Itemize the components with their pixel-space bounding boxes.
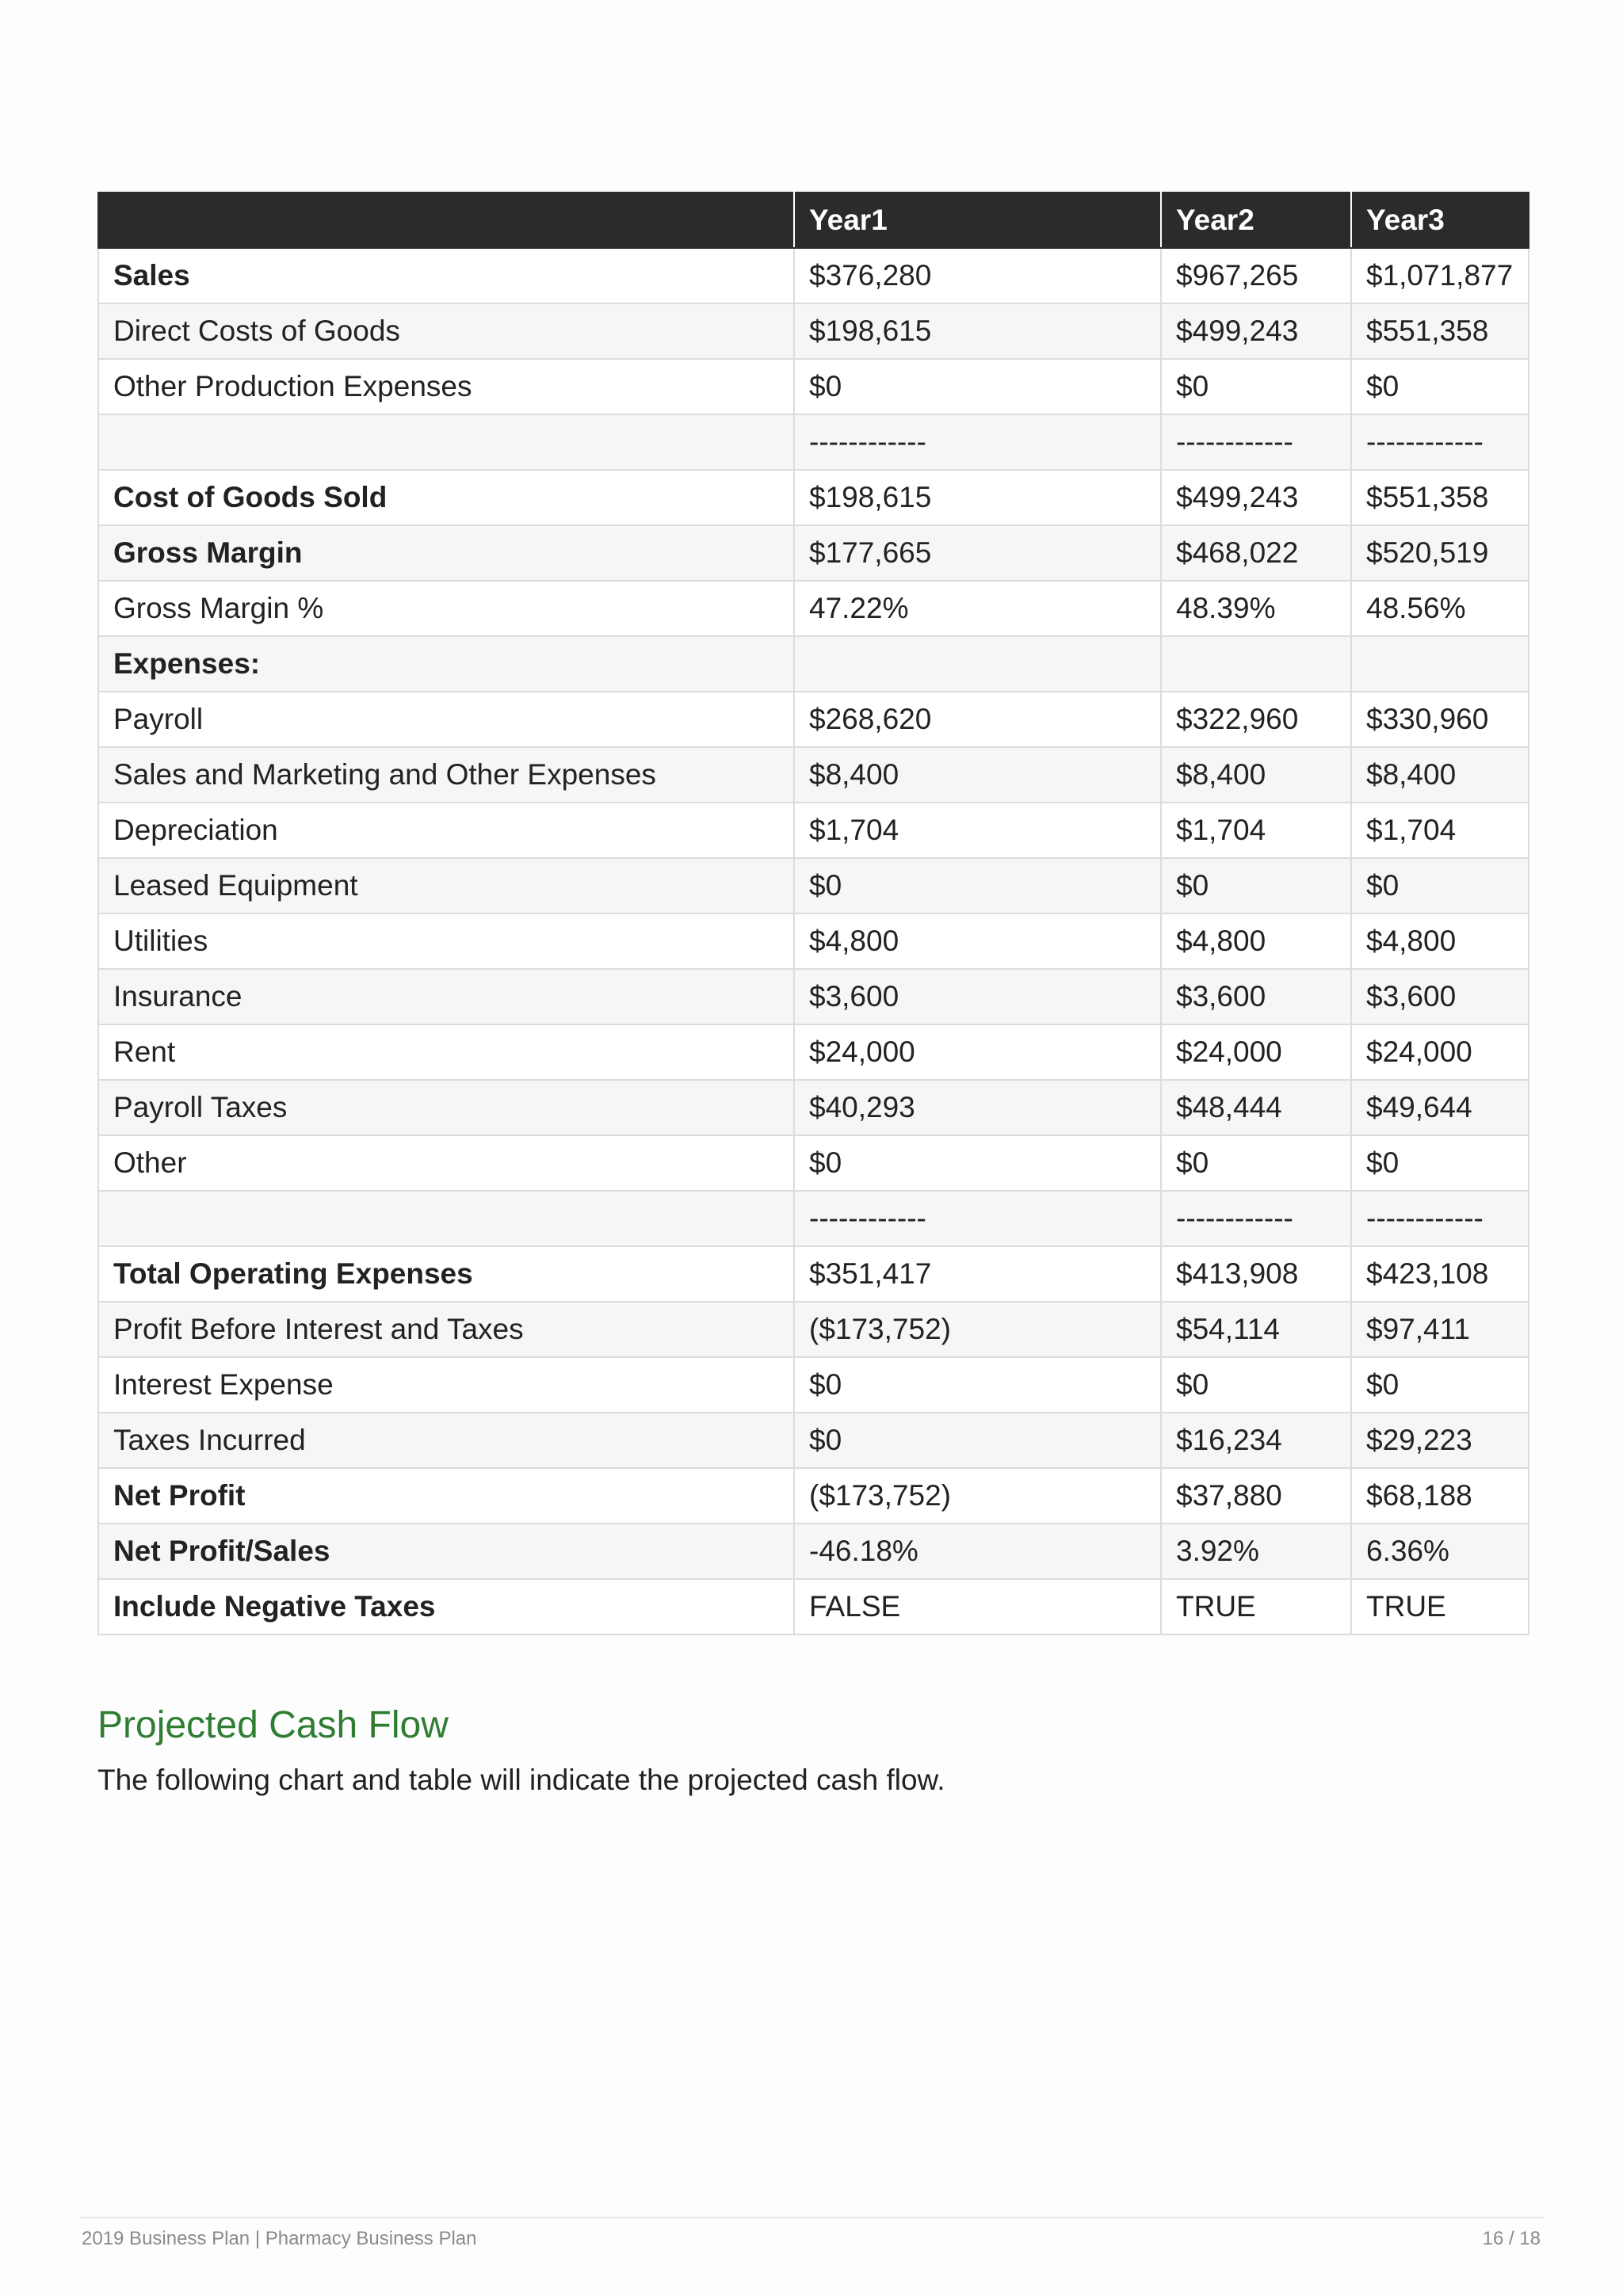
table-row [98, 1135, 1529, 1191]
footer-page-number: 16 / 18 [1482, 2228, 1541, 2249]
row-label-cell [98, 414, 794, 470]
value-cell-year2: $24,000 [1161, 1024, 1351, 1080]
value-cell-year3: $4,800 [1351, 913, 1529, 969]
table-row [98, 581, 1529, 636]
value-cell-year2 [1161, 636, 1351, 692]
value-cell-year3: $97,411 [1351, 1302, 1529, 1357]
value-cell-year2: $48,444 [1161, 1080, 1351, 1135]
row-label-cell: Sales and Marketing and Other Expenses [98, 747, 794, 803]
footer-document-title: 2019 Business Plan | Pharmacy Business Plan [82, 2228, 477, 2249]
value-cell-year2: $967,265 [1161, 248, 1351, 303]
value-cell-year3: 6.36% [1351, 1524, 1529, 1579]
table-row [98, 692, 1529, 747]
table-row [98, 803, 1529, 858]
value-cell-year1: $0 [794, 1413, 1161, 1468]
value-cell-year1: ($173,752) [794, 1468, 1161, 1524]
row-label-cell: Payroll [98, 692, 794, 747]
value-cell-year3: $68,188 [1351, 1468, 1529, 1524]
value-cell-year2: TRUE [1161, 1579, 1351, 1634]
value-cell-year2: $468,022 [1161, 525, 1351, 581]
value-cell-year3: $29,223 [1351, 1413, 1529, 1468]
value-cell-year3: $1,071,877 [1351, 248, 1529, 303]
footer-divider [79, 2217, 1544, 2218]
row-label-cell: Rent [98, 1024, 794, 1080]
value-cell-year3: ------------ [1351, 1191, 1529, 1246]
table-row [98, 359, 1529, 414]
table-row [98, 525, 1529, 581]
table-row [98, 1024, 1529, 1080]
value-cell-year1: ------------ [794, 1191, 1161, 1246]
value-cell-year2: 48.39% [1161, 581, 1351, 636]
value-cell-year2: $37,880 [1161, 1468, 1351, 1524]
value-cell-year1: $24,000 [794, 1024, 1161, 1080]
value-cell-year3: TRUE [1351, 1579, 1529, 1634]
value-cell-year3: $49,644 [1351, 1080, 1529, 1135]
row-label-cell: Cost of Goods Sold [98, 470, 794, 525]
value-cell-year1: ------------ [794, 414, 1161, 470]
value-cell-year3: $551,358 [1351, 470, 1529, 525]
row-label-cell: Other Production Expenses [98, 359, 794, 414]
value-cell-year2: 3.92% [1161, 1524, 1351, 1579]
table-row [98, 248, 1529, 303]
value-cell-year1: $351,417 [794, 1246, 1161, 1302]
table-row [98, 1357, 1529, 1413]
value-cell-year2: $499,243 [1161, 303, 1351, 359]
table-row [98, 1302, 1529, 1357]
value-cell-year3: $520,519 [1351, 525, 1529, 581]
row-label-cell: Gross Margin % [98, 581, 794, 636]
value-cell-year1: $4,800 [794, 913, 1161, 969]
value-cell-year1: $198,615 [794, 303, 1161, 359]
value-cell-year3 [1351, 636, 1529, 692]
table-row [98, 303, 1529, 359]
value-cell-year2: $16,234 [1161, 1413, 1351, 1468]
value-cell-year2: $3,600 [1161, 969, 1351, 1024]
value-cell-year3: ------------ [1351, 414, 1529, 470]
value-cell-year2: $0 [1161, 1357, 1351, 1413]
value-cell-year1: $40,293 [794, 1080, 1161, 1135]
table-row [98, 969, 1529, 1024]
row-label-cell: Leased Equipment [98, 858, 794, 913]
row-label-cell: Net Profit/Sales [98, 1524, 794, 1579]
value-cell-year1: $8,400 [794, 747, 1161, 803]
row-label-cell: Other [98, 1135, 794, 1191]
row-label-cell: Net Profit [98, 1468, 794, 1524]
section-intro-text: The following chart and table will indicate the projected cash flow. [97, 1764, 945, 1796]
row-label-cell: Gross Margin [98, 525, 794, 581]
value-cell-year1: ($173,752) [794, 1302, 1161, 1357]
value-cell-year2: $4,800 [1161, 913, 1351, 969]
profit-loss-table [97, 192, 1529, 1635]
value-cell-year1: $3,600 [794, 969, 1161, 1024]
row-label-cell: Interest Expense [98, 1357, 794, 1413]
value-cell-year2: $499,243 [1161, 470, 1351, 525]
value-cell-year3: 48.56% [1351, 581, 1529, 636]
value-cell-year3: $24,000 [1351, 1024, 1529, 1080]
value-cell-year1: $177,665 [794, 525, 1161, 581]
value-cell-year3: $8,400 [1351, 747, 1529, 803]
row-label-cell: Profit Before Interest and Taxes [98, 1302, 794, 1357]
value-cell-year1 [794, 636, 1161, 692]
table-row [98, 470, 1529, 525]
header-cell-label [98, 193, 794, 248]
value-cell-year3: $0 [1351, 1135, 1529, 1191]
table-header-row [98, 193, 1529, 248]
table-row [98, 747, 1529, 803]
table-header [98, 193, 1529, 248]
value-cell-year2: $413,908 [1161, 1246, 1351, 1302]
value-cell-year2: $0 [1161, 1135, 1351, 1191]
value-cell-year1: FALSE [794, 1579, 1161, 1634]
row-label-cell: Sales [98, 248, 794, 303]
value-cell-year1: $0 [794, 1135, 1161, 1191]
value-cell-year1: $0 [794, 858, 1161, 913]
row-label-cell: Total Operating Expenses [98, 1246, 794, 1302]
row-label-cell: Payroll Taxes [98, 1080, 794, 1135]
row-label-cell: Depreciation [98, 803, 794, 858]
row-label-cell: Direct Costs of Goods [98, 303, 794, 359]
value-cell-year2: ------------ [1161, 414, 1351, 470]
value-cell-year1: -46.18% [794, 1524, 1161, 1579]
value-cell-year1: $376,280 [794, 248, 1161, 303]
value-cell-year2: $8,400 [1161, 747, 1351, 803]
value-cell-year3: $0 [1351, 1357, 1529, 1413]
table-row [98, 636, 1529, 692]
table-row [98, 858, 1529, 913]
table-row [98, 414, 1529, 470]
table-row [98, 1468, 1529, 1524]
value-cell-year1: $0 [794, 359, 1161, 414]
value-cell-year2: $54,114 [1161, 1302, 1351, 1357]
header-cell-year2: Year2 [1161, 193, 1351, 248]
value-cell-year3: $423,108 [1351, 1246, 1529, 1302]
value-cell-year3: $0 [1351, 858, 1529, 913]
section-heading: Projected Cash Flow [97, 1704, 449, 1746]
header-cell-year1: Year1 [794, 193, 1161, 248]
value-cell-year2: $0 [1161, 858, 1351, 913]
row-label-cell: Utilities [98, 913, 794, 969]
table-row [98, 1524, 1529, 1579]
table-row [98, 1413, 1529, 1468]
row-label-cell [98, 1191, 794, 1246]
value-cell-year1: 47.22% [794, 581, 1161, 636]
value-cell-year3: $330,960 [1351, 692, 1529, 747]
value-cell-year2: $1,704 [1161, 803, 1351, 858]
value-cell-year3: $551,358 [1351, 303, 1529, 359]
row-label-cell: Expenses: [98, 636, 794, 692]
header-cell-year3: Year3 [1351, 193, 1529, 248]
value-cell-year3: $3,600 [1351, 969, 1529, 1024]
row-label-cell: Include Negative Taxes [98, 1579, 794, 1634]
table-row [98, 1080, 1529, 1135]
row-label-cell: Taxes Incurred [98, 1413, 794, 1468]
value-cell-year1: $268,620 [794, 692, 1161, 747]
value-cell-year2: ------------ [1161, 1191, 1351, 1246]
value-cell-year2: $0 [1161, 359, 1351, 414]
table-row [98, 1579, 1529, 1634]
table-row [98, 1246, 1529, 1302]
value-cell-year1: $0 [794, 1357, 1161, 1413]
row-label-cell: Insurance [98, 969, 794, 1024]
value-cell-year3: $0 [1351, 359, 1529, 414]
table-body [98, 248, 1529, 1634]
table-row [98, 1191, 1529, 1246]
value-cell-year2: $322,960 [1161, 692, 1351, 747]
value-cell-year1: $1,704 [794, 803, 1161, 858]
table-row [98, 913, 1529, 969]
value-cell-year1: $198,615 [794, 470, 1161, 525]
value-cell-year3: $1,704 [1351, 803, 1529, 858]
